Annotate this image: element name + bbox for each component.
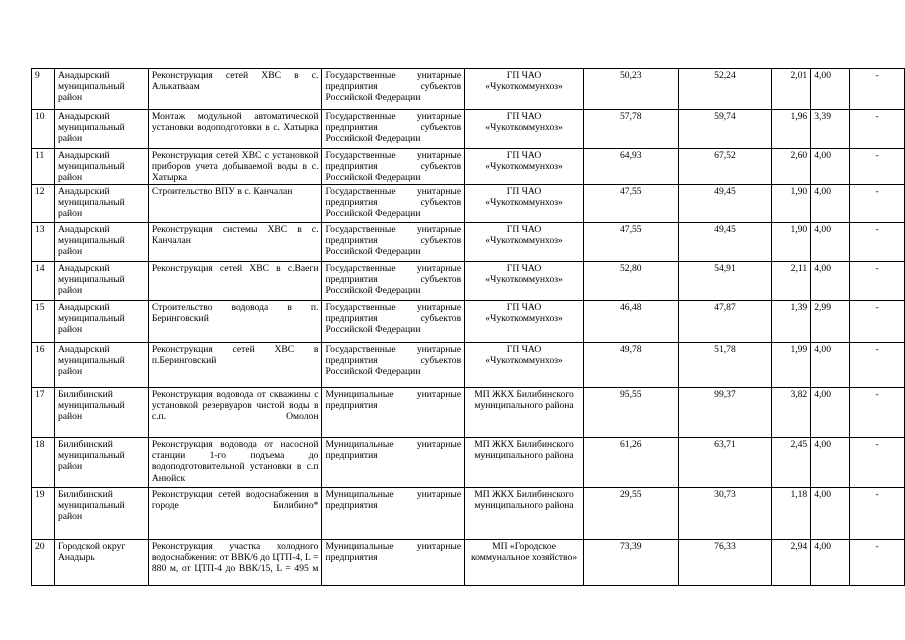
value-3-cell: 1,99 — [772, 343, 811, 388]
value-1-cell: 47,55 — [583, 223, 678, 262]
table-row — [32, 110, 905, 149]
project-cell: Строительство ВПУ в с. Канчалан — [148, 185, 322, 223]
row-number: 9 — [32, 69, 55, 110]
organization-cell: ГП ЧАО «Чукоткоммунхоз» — [465, 185, 584, 223]
value-5-cell: - — [850, 69, 905, 110]
district-cell: Анадырский муниципальный район — [54, 223, 148, 262]
value-3-cell: 2,01 — [772, 69, 811, 110]
organization-cell: МП ЖКХ Билибинского муниципального района — [465, 388, 584, 438]
value-2-cell: 54,91 — [678, 262, 772, 301]
value-4-cell: 4,00 — [811, 262, 850, 301]
org-type-cell: Государственные унитарные предприятия субъектов Российской Федерации — [322, 343, 465, 388]
organization-cell: ГП ЧАО «Чукоткоммунхоз» — [465, 262, 584, 301]
organization-cell: ГП ЧАО «Чукоткоммунхоз» — [465, 110, 584, 149]
value-1-cell: 49,78 — [583, 343, 678, 388]
value-5-cell: - — [850, 262, 905, 301]
table-row — [32, 223, 905, 262]
value-2-cell: 49,45 — [678, 185, 772, 223]
value-1-cell: 57,78 — [583, 110, 678, 149]
value-4-cell: 4,00 — [811, 388, 850, 438]
value-2-cell: 52,24 — [678, 69, 772, 110]
table-row — [32, 388, 905, 438]
org-type-cell: Государственные унитарные предприятия субъектов Российской Федерации — [322, 69, 465, 110]
value-3-cell: 1,39 — [772, 301, 811, 343]
value-1-cell: 61,26 — [583, 438, 678, 488]
district-cell: Анадырский муниципальный район — [54, 301, 148, 343]
table-row — [32, 185, 905, 223]
value-5-cell: - — [850, 388, 905, 438]
district-cell: Анадырский муниципальный район — [54, 185, 148, 223]
value-5-cell: - — [850, 438, 905, 488]
organization-cell: МП «Городское коммунальное хозяйство» — [465, 540, 584, 586]
org-type-cell: Муниципальные унитарные предприятия — [322, 540, 465, 586]
row-number: 12 — [32, 185, 55, 223]
project-cell: Реконструкция водовода от скважины с установкой резервуаров чистой воды в с.п. Омолон — [148, 388, 322, 438]
org-type-cell: Муниципальные унитарные предприятия — [322, 438, 465, 488]
value-2-cell: 47,87 — [678, 301, 772, 343]
table-row — [32, 438, 905, 488]
row-number: 13 — [32, 223, 55, 262]
row-number: 14 — [32, 262, 55, 301]
value-5-cell: - — [850, 301, 905, 343]
organization-cell: МП ЖКХ Билибинского муниципального района — [465, 488, 584, 540]
district-cell: Городской округ Анадырь — [54, 540, 148, 586]
value-2-cell: 63,71 — [678, 438, 772, 488]
district-cell: Анадырский муниципальный район — [54, 69, 148, 110]
value-2-cell: 67,52 — [678, 149, 772, 185]
value-3-cell: 1,90 — [772, 185, 811, 223]
value-1-cell: 46,48 — [583, 301, 678, 343]
row-number: 15 — [32, 301, 55, 343]
table-row — [32, 488, 905, 540]
value-3-cell: 2,45 — [772, 438, 811, 488]
value-4-cell: 4,00 — [811, 343, 850, 388]
value-3-cell: 3,82 — [772, 388, 811, 438]
district-cell: Анадырский муниципальный район — [54, 110, 148, 149]
organization-cell: ГП ЧАО «Чукоткоммунхоз» — [465, 223, 584, 262]
district-cell: Анадырский муниципальный район — [54, 262, 148, 301]
row-number: 19 — [32, 488, 55, 540]
value-1-cell: 29,55 — [583, 488, 678, 540]
organization-cell: МП ЖКХ Билибинского муниципального района — [465, 438, 584, 488]
row-number: 11 — [32, 149, 55, 185]
value-5-cell: - — [850, 488, 905, 540]
value-5-cell: - — [850, 343, 905, 388]
value-2-cell: 51,78 — [678, 343, 772, 388]
value-5-cell: - — [850, 540, 905, 586]
table-body — [32, 69, 905, 586]
project-cell: Реконструкция сетей ХВС с установкой приборов учета добываемой воды в с. Хатырка — [148, 149, 322, 185]
value-3-cell: 1,18 — [772, 488, 811, 540]
row-number: 20 — [32, 540, 55, 586]
table-row — [32, 343, 905, 388]
value-5-cell: - — [850, 110, 905, 149]
value-1-cell: 64,93 — [583, 149, 678, 185]
value-1-cell: 50,23 — [583, 69, 678, 110]
organization-cell: ГП ЧАО «Чукоткоммунхоз» — [465, 69, 584, 110]
org-type-cell: Государственные унитарные предприятия субъектов Российской Федерации — [322, 301, 465, 343]
value-3-cell: 1,96 — [772, 110, 811, 149]
org-type-cell: Государственные унитарные предприятия субъектов Российской Федерации — [322, 223, 465, 262]
value-4-cell: 4,00 — [811, 69, 850, 110]
value-4-cell: 3,39 — [811, 110, 850, 149]
value-3-cell: 2,11 — [772, 262, 811, 301]
table-row — [32, 69, 905, 110]
value-2-cell: 30,73 — [678, 488, 772, 540]
district-cell: Анадырский муниципальный район — [54, 149, 148, 185]
project-cell: Реконструкция сетей ХВС в с.Ваеги — [148, 262, 322, 301]
value-5-cell: - — [850, 185, 905, 223]
organization-cell: ГП ЧАО «Чукоткоммунхоз» — [465, 149, 584, 185]
project-cell: Реконструкция сетей ХВС в с. Алькатваам — [148, 69, 322, 110]
org-type-cell: Государственные унитарные предприятия субъектов Российской Федерации — [322, 149, 465, 185]
org-type-cell: Государственные унитарные предприятия субъектов Российской Федерации — [322, 185, 465, 223]
organization-cell: ГП ЧАО «Чукоткоммунхоз» — [465, 343, 584, 388]
value-4-cell: 2,99 — [811, 301, 850, 343]
org-type-cell: Муниципальные унитарные предприятия — [322, 488, 465, 540]
project-cell: Реконструкция водовода от насосной станции 1-го подъема до водоподготовительной установки в с.п Анюйск — [148, 438, 322, 488]
org-type-cell: Муниципальные унитарные предприятия — [322, 388, 465, 438]
project-cell: Реконструкция участка холодного водоснабжения: от ВВК/6 до ЦТП-4, L = 880 м, от ЦТП-4 до ВВК/15, L = 495 м — [148, 540, 322, 586]
district-cell: Анадырский муниципальный район — [54, 343, 148, 388]
table-row — [32, 262, 905, 301]
value-4-cell: 4,00 — [811, 223, 850, 262]
row-number: 16 — [32, 343, 55, 388]
value-1-cell: 73,39 — [583, 540, 678, 586]
value-2-cell: 76,33 — [678, 540, 772, 586]
value-4-cell: 4,00 — [811, 488, 850, 540]
row-number: 18 — [32, 438, 55, 488]
row-number: 10 — [32, 110, 55, 149]
value-3-cell: 1,90 — [772, 223, 811, 262]
value-4-cell: 4,00 — [811, 149, 850, 185]
value-5-cell: - — [850, 223, 905, 262]
value-3-cell: 2,94 — [772, 540, 811, 586]
value-5-cell: - — [850, 149, 905, 185]
project-cell: Реконструкция системы ХВС в с. Канчалан — [148, 223, 322, 262]
org-type-cell: Государственные унитарные предприятия субъектов Российской Федерации — [322, 262, 465, 301]
value-4-cell: 4,00 — [811, 540, 850, 586]
district-cell: Билибинский муниципальный район — [54, 488, 148, 540]
data-table — [31, 68, 905, 586]
project-cell: Реконструкция сетей водоснабжения в городе Билибино* — [148, 488, 322, 540]
district-cell: Билибинский муниципальный район — [54, 438, 148, 488]
value-2-cell: 49,45 — [678, 223, 772, 262]
value-1-cell: 95,55 — [583, 388, 678, 438]
org-type-cell: Государственные унитарные предприятия субъектов Российской Федерации — [322, 110, 465, 149]
value-4-cell: 4,00 — [811, 185, 850, 223]
value-4-cell: 4,00 — [811, 438, 850, 488]
project-cell: Реконструкция сетей ХВС в п.Беринговский — [148, 343, 322, 388]
table-row — [32, 149, 905, 185]
project-cell: Монтаж модульной автоматической установки водоподготовки в с. Хатырка — [148, 110, 322, 149]
project-cell: Строительство водовода в п. Беринговский — [148, 301, 322, 343]
table-row — [32, 540, 905, 586]
district-cell: Билибинский муниципальный район — [54, 388, 148, 438]
value-2-cell: 99,37 — [678, 388, 772, 438]
table-row — [32, 301, 905, 343]
value-1-cell: 52,80 — [583, 262, 678, 301]
organization-cell: ГП ЧАО «Чукоткоммунхоз» — [465, 301, 584, 343]
value-1-cell: 47,55 — [583, 185, 678, 223]
row-number: 17 — [32, 388, 55, 438]
value-3-cell: 2,60 — [772, 149, 811, 185]
value-2-cell: 59,74 — [678, 110, 772, 149]
